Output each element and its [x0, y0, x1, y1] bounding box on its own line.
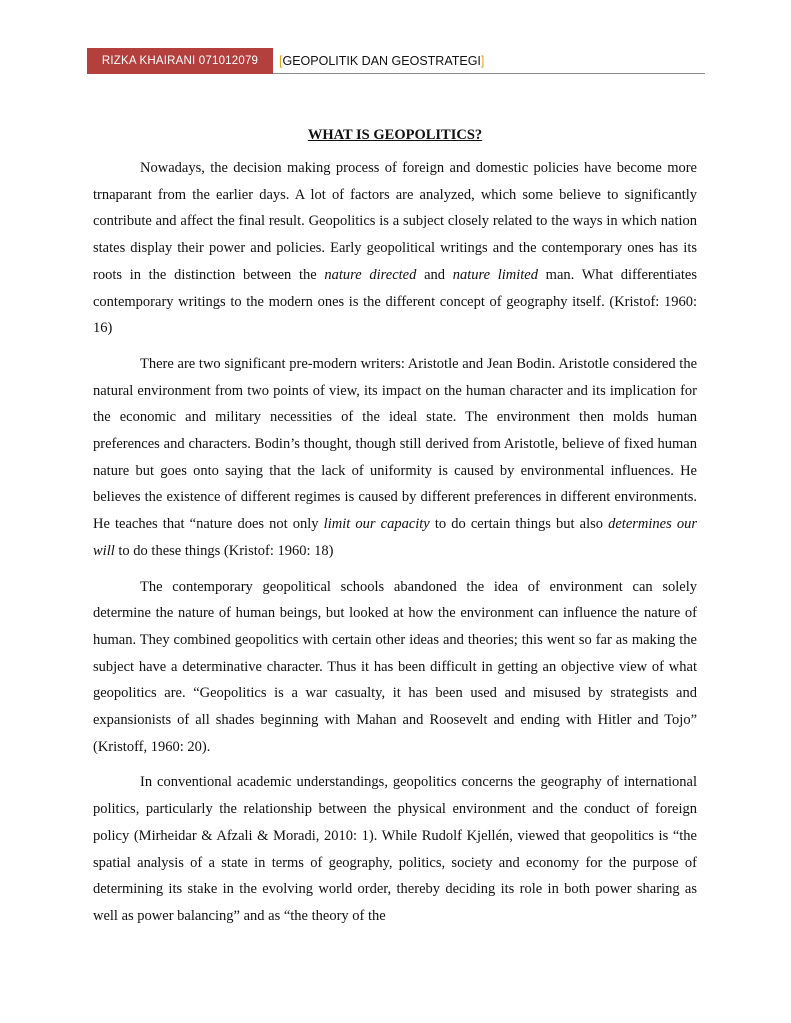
paragraph-4: In conventional academic understandings, geopolitics concerns the geography of international politics, particularly the relationship between the physical environment and the conduct of foreign policy (Mirheidar & Afzali & Moradi, 2010: 1). While Rudolf Kjellén, viewed that geopolitics is “the spatial analysis of a state in terms of geography, politics, society and economy for the purpose of determining its stake in the evolving world order, thereby deciding its role in both power sharing as well as power balancing” and as “the theory of the [93, 774, 697, 924]
header-subject [279, 50, 484, 72]
italic-phrase: limit our capacity [323, 516, 430, 533]
paragraph-1 [93, 155, 697, 342]
page-header [87, 48, 705, 74]
bracket-close: ] [480, 54, 485, 68]
paragraph-text: There are two significant pre-modern writers: Aristotle and Jean Bodin. Aristotle considered the natural environment from two points of view, its impact on the human character and its implication for the economic and military necessities of the ideal state. The environment then molds human preferences and characters. Bodin’s thought, though still derived from Aristotle, believe of fixed human nature but goes onto saying that the lack of uniformity is caused by environmental influences. He believes the existence of different regimes is caused by different preferences in different environments. He teaches that “nature does not only [93, 355, 697, 533]
paragraph-text: and [416, 266, 453, 283]
italic-phrase: nature directed [324, 266, 417, 283]
subject-text: GEOPOLITIK DAN GEOSTRATEGI [282, 54, 481, 68]
paragraph-text: Nowadays, the decision making process of foreign and domestic policies have become more trnaparant from the earlier days. A lot of factors are analyzed, which some believe to significantly contribute and affect the final result. Geopolitics is a subject closely related to the ways in which nation states display their power and policies. Early geopolitical writings and the contemporary ones has its roots in the distinction between the [93, 160, 697, 283]
header-rule [273, 73, 705, 74]
italic-phrase: nature limited [452, 266, 538, 283]
paragraph-text: to do certain things but also [429, 516, 609, 533]
document-body [93, 125, 697, 939]
document-title: WHAT IS GEOPOLITICS? [307, 127, 483, 143]
italic-phrase: determines our will [93, 516, 698, 559]
paragraph-3: The contemporary geopolitical schools abandoned the idea of environment can solely determine the nature of human beings, but looked at how the environment can influence the nature of human. They combined geopolitics with certain other ideas and theories; this went so far as making the subject have a determinative character. Thus it has been difficult in getting an objective view of what geopolitics are. “Geopolitics is a war casualty, it has been used and misused by strategists and expansionists of all shades beginning with Mahan and Roosevelt and ending with Hitler and Tojo” (Kristoff, 1960: 20). [93, 578, 697, 755]
paragraph-text: to do these things (Kristof: 1960: 18) [114, 542, 334, 559]
bracket-open: [ [279, 54, 283, 68]
author-band: RIZKA KHAIRANI 071012079 [87, 48, 273, 74]
paragraph-2 [93, 351, 697, 565]
paragraph-text: man. What differentiates contemporary writings to the modern ones is the different concept of geography itself. (Kristof: 1960: 16) [93, 266, 698, 337]
